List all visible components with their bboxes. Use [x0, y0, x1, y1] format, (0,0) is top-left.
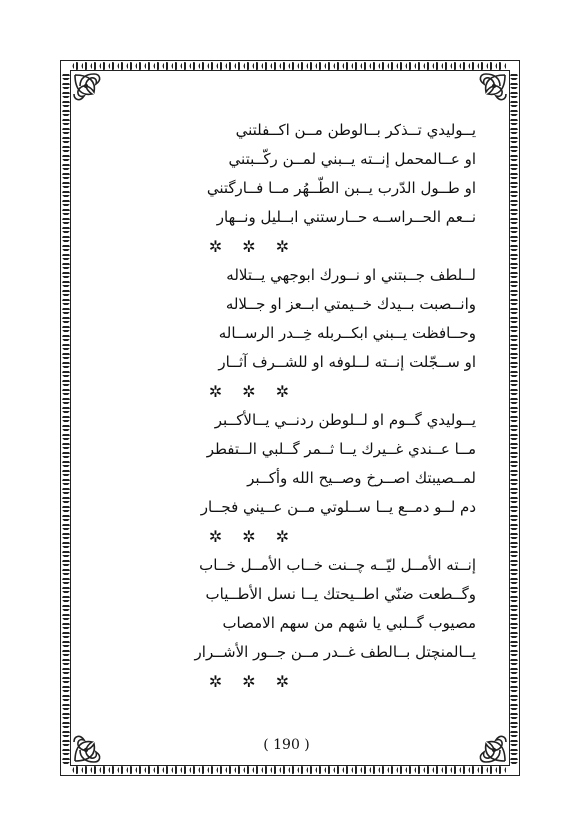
separator-star: ✲: [242, 527, 256, 546]
poem-line: يــوليدي گــوم او لــلوطن ردنــي يــالأكــبر: [214, 411, 476, 429]
poem-line: يــالمنچتل بــالطف غــدر مــن جــور الأشــرار: [194, 643, 476, 661]
poem-line: مــا عــندي غــيرك يــا ثــمر گــلبي الــتفطر: [206, 440, 476, 458]
poem-line: او عــالمحمل إنــته يــبني لمــن ركّــبتني: [228, 150, 476, 168]
poem-line: دم لــو دمــع يــا ســلوتي مــن عــيني فجــار: [200, 498, 476, 516]
separator-star: ✲: [275, 382, 290, 401]
separator-star: ✲: [275, 672, 290, 691]
poem-line: إنــته الأمــل ليّــه چــنت خــاب الأمــل خــاب: [199, 556, 476, 574]
poem-line: لــلطف جــبتني او نــورك ابوجهي يــتلاله: [226, 266, 476, 284]
separator-star: ✲: [208, 527, 223, 546]
corner-ornament-top-right: [468, 72, 508, 112]
border-chain-left: [61, 72, 71, 764]
border-chain-bottom: [72, 765, 508, 775]
poem-line: او ســجّلت إنــته لــلوفه او للشــرف آثــار: [218, 353, 476, 371]
poem-line: يــوليدي تــذكر بــالوطن مــن اكــفلتني: [235, 121, 476, 139]
poem-line: نــعم الحــراســه حــارستني ابــليل ونــهار: [216, 208, 476, 226]
border-chain-right: [509, 72, 519, 764]
stanza-separator: [92, 522, 476, 551]
poem-line: وحــافظت يــبني ابكــربله خِــدر الرســاله: [218, 324, 476, 342]
separator-star: ✲: [242, 382, 256, 401]
separator-star: ✲: [208, 237, 223, 256]
poem-line: لمــصيبتك اصــرخ وصــيح الله وأكــبر: [247, 469, 476, 487]
separator-star: ✲: [275, 527, 290, 546]
poem-line: وگــطعت ضنّي اطــيحتك يــا نسل الأطــياب: [205, 585, 476, 603]
corner-ornament-top-left: [72, 72, 112, 112]
stanza-separator: [92, 377, 476, 406]
poem-line: وانــصبت بــيدك خــيمتي ابــعز او جــلاله: [225, 295, 476, 313]
stanza-separator: [92, 667, 476, 696]
separator-star: ✲: [208, 672, 223, 691]
separator-star: ✲: [275, 237, 290, 256]
poem-body: [92, 116, 476, 696]
stanza-separator: [92, 232, 476, 261]
separator-star: ✲: [242, 237, 256, 256]
border-chain-top: [72, 61, 508, 71]
separator-star: ✲: [208, 382, 223, 401]
page-number: ( 190 ): [263, 737, 310, 753]
separator-star: ✲: [242, 672, 256, 691]
poem-line: او طــول الدّرب يــبن الطّــهُر مــا فــارگتني: [206, 179, 476, 197]
poem-line: مصيوب گــلبي يا شهم من سهم الامصاب: [222, 614, 476, 632]
